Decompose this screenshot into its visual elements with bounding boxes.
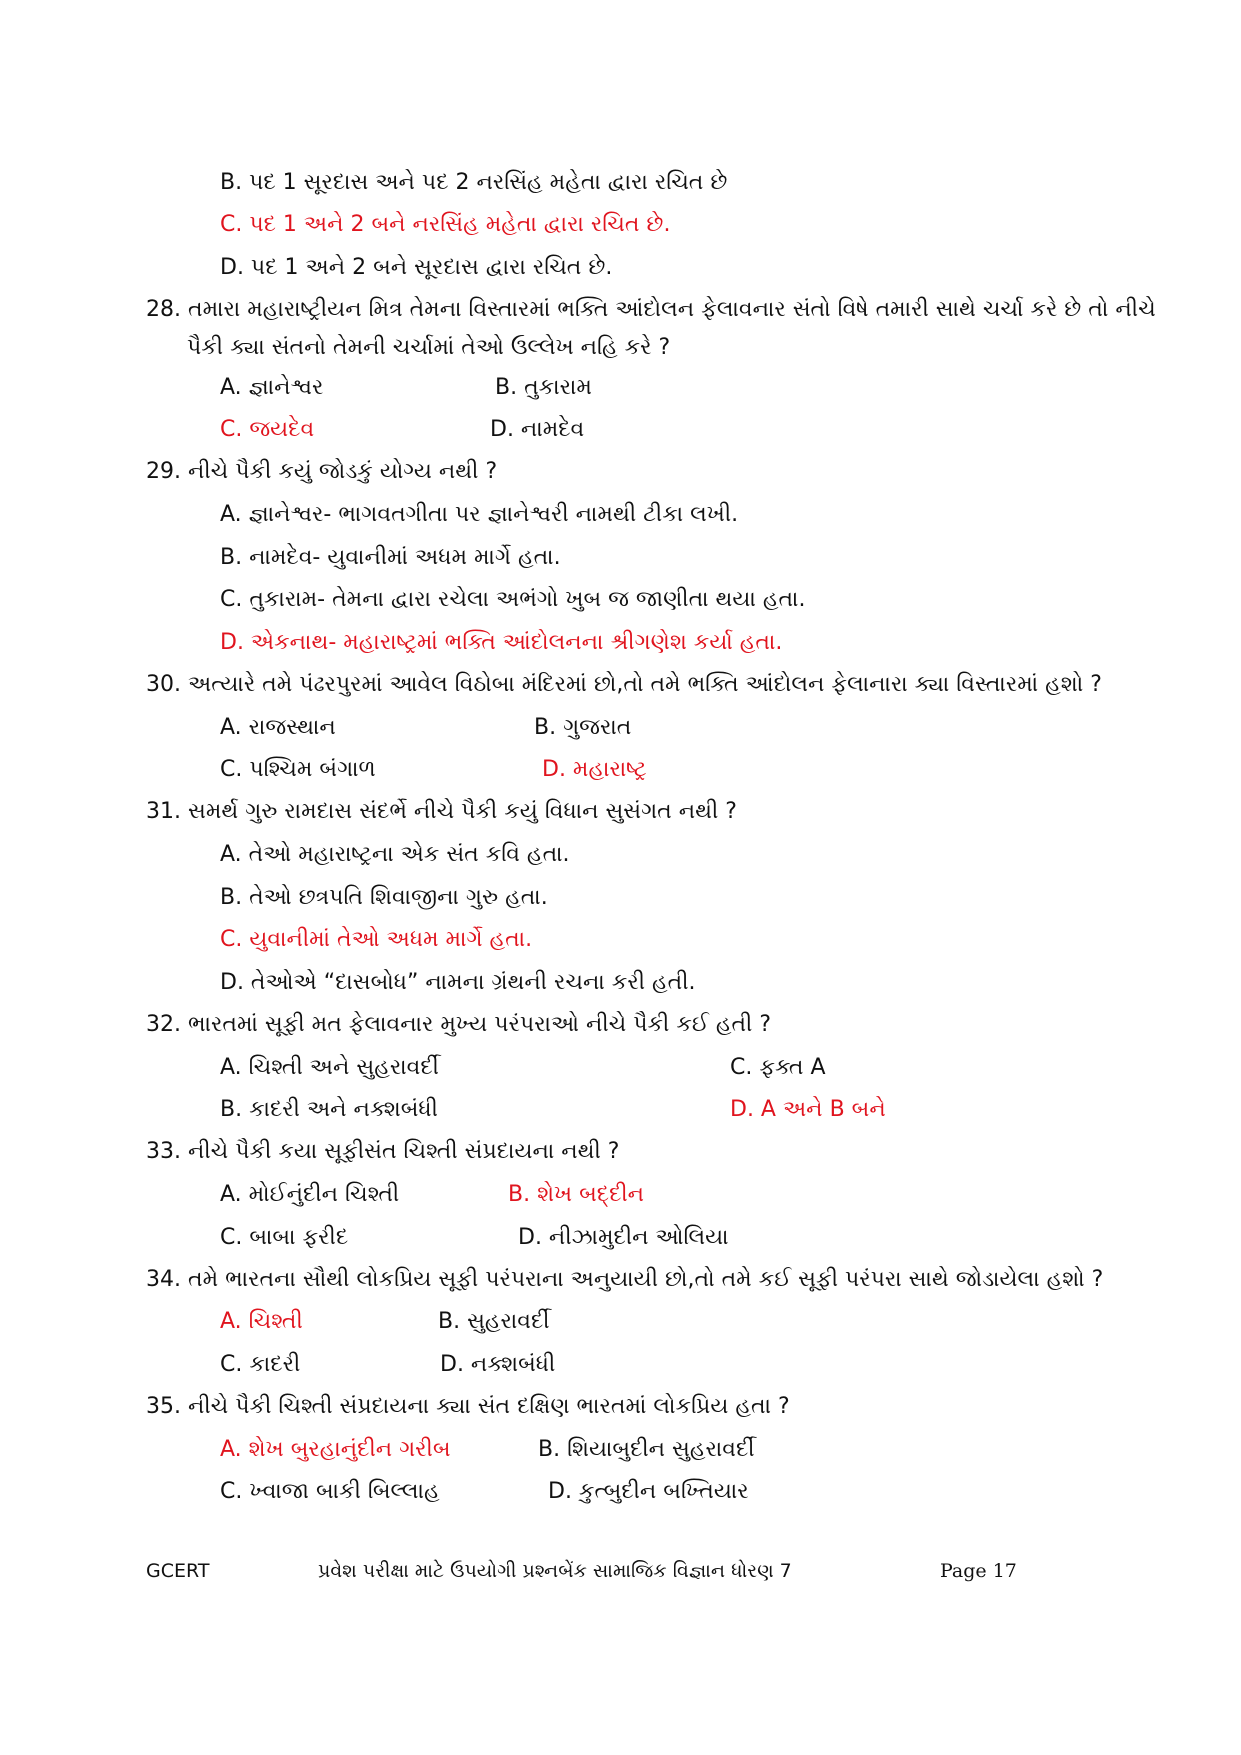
- q30-option-c: C. પશ્ચિમ બંગાળ: [220, 757, 376, 782]
- question-text: તમારા મહારાષ્ટ્રીયન મિત્ર તેમના વિસ્તારમાં ભક્તિ આંદોલન ફેલાવનાર સંતો વિષે તમારી સાથે ચર્ચા કરે છે તો નીચે: [188, 297, 1156, 322]
- question-number: 30.: [146, 672, 181, 697]
- prev-option-d: D. પદ 1 અને 2 બને સૂરદાસ દ્વારા રચિત છે.: [220, 255, 613, 280]
- q33-option-c: C. બાબા ફરીદ: [220, 1225, 349, 1250]
- question-33: [146, 1137, 619, 1167]
- q31-option-b: B. તેઓ છત્રપતિ શિવાજીના ગુરુ હતા.: [220, 885, 548, 910]
- q28-option-b: B. તુકારામ: [495, 375, 592, 400]
- question-number: 28.: [146, 297, 181, 322]
- q34-option-c: C. કાદરી: [220, 1352, 301, 1377]
- question-text: નીચે પૈકી ચિશ્તી સંપ્રદાયના ક્યા સંત દક્ષિણ ભારતમાં લોકપ્રિય હતા ?: [188, 1394, 790, 1419]
- footer-title: પ્રવેશ પરીક્ષા માટે ઉપયોગી પ્રશ્નબેંક સામાજિક વિજ્ઞાન ધોરણ 7: [318, 1560, 792, 1582]
- question-text: ભારતમાં સૂફી મત ફેલાવનાર મુખ્ય પરંપરાઓ નીચે પૈકી કઈ હતી ?: [188, 1012, 772, 1037]
- page-number: Page 17: [940, 1560, 1017, 1582]
- question-text: અત્યારે તમે પંઢરપુરમાં આવેલ વિઠોબા મંદિરમાં છો,તો તમે ભક્તિ આંદોલન ફેલાનારા ક્યા વિસ્તારમાં હશો ?: [188, 672, 1102, 697]
- q30-option-d: D. મહારાષ્ટ્ર: [542, 757, 647, 782]
- question-31: [146, 797, 737, 827]
- q28-option-d: D. નામદેવ: [490, 417, 585, 442]
- question-28-continued: પૈકી ક્યા સંતનો તેમની ચર્ચામાં તેઓ ઉલ્લેખ નહિ કરે ?: [187, 335, 671, 360]
- q34-option-a: A. ચિશ્તી: [220, 1309, 303, 1334]
- q34-option-d: D. નક્શબંધી: [440, 1352, 556, 1377]
- q32-option-b: B. કાદરી અને નક્શબંધી: [220, 1097, 438, 1122]
- q32-option-d: D. A અને B બને: [730, 1097, 886, 1122]
- question-text: નીચે પૈકી કયા સૂફીસંત ચિશ્તી સંપ્રદાયના નથી ?: [188, 1139, 620, 1164]
- q29-option-d: D. એકનાથ- મહારાષ્ટ્રમાં ભક્તિ આંદોલનના શ્રીગણેશ કર્યા હતા.: [220, 630, 783, 655]
- prev-option-c: C. પદ 1 અને 2 બને નરસિંહ મહેતા દ્વારા રચિત છે.: [220, 212, 671, 237]
- q29-option-c: C. તુકારામ- તેમના દ્વારા રચેલા અભંગો ખુબ જ જાણીતા થયા હતા.: [220, 587, 806, 612]
- footer-source: GCERT: [146, 1560, 210, 1582]
- question-28: [146, 295, 1156, 325]
- question-number: 32.: [146, 1012, 181, 1037]
- question-32: [146, 1010, 771, 1040]
- q30-option-b: B. ગુજરાત: [534, 715, 632, 740]
- q35-option-b: B. શિયાબુદીન સુહરાવર્દી: [538, 1437, 755, 1462]
- question-text: નીચે પૈકી કયું જોડકું યોગ્ય નથી ?: [188, 459, 498, 484]
- q28-option-a: A. જ્ઞાનેશ્વર: [220, 375, 324, 400]
- question-number: 31.: [146, 799, 181, 824]
- q31-option-d: D. તેઓએ “દાસબોધ” નામના ગ્રંથની રચના કરી હતી.: [220, 970, 696, 995]
- q34-option-b: B. સુહરાવર્દી: [438, 1309, 550, 1334]
- question-text: સમર્થ ગુરુ રામદાસ સંદર્ભે નીચે પૈકી કયું વિધાન સુસંગત નથી ?: [188, 799, 737, 824]
- question-30: [146, 670, 1102, 700]
- prev-option-b: B. પદ 1 સૂરદાસ અને પદ 2 નરસિંહ મહેતા દ્વારા રચિત છે: [220, 170, 728, 195]
- q30-option-a: A. રાજસ્થાન: [220, 715, 336, 740]
- q33-option-d: D. નીઝામુદીન ઓલિયા: [518, 1225, 729, 1250]
- q35-option-a: A. શેખ બુરહાનુંદીન ગરીબ: [220, 1437, 451, 1462]
- q32-option-a: A. ચિશ્તી અને સુહરાવર્દી: [220, 1055, 439, 1080]
- q32-option-c: C. ફક્ત A: [730, 1055, 826, 1080]
- q35-option-c: C. ખ્વાજા બાકી બિલ્લાહ: [220, 1479, 440, 1504]
- q35-option-d: D. કુત્બુદીન બખ્તિયાર: [548, 1479, 749, 1504]
- q31-option-a: A. તેઓ મહારાષ્ટ્રના એક સંત કવિ હતા.: [220, 842, 570, 867]
- question-35: [146, 1392, 790, 1422]
- question-number: 33.: [146, 1139, 181, 1164]
- question-34: [146, 1265, 1103, 1295]
- q29-option-a: A. જ્ઞાનેશ્વર- ભાગવતગીતા પર જ્ઞાનેશ્વરી નામથી ટીકા લખી.: [220, 502, 739, 527]
- question-number: 35.: [146, 1394, 181, 1419]
- q28-option-c: C. જયદેવ: [220, 417, 315, 442]
- q29-option-b: B. નામદેવ- યુવાનીમાં અધમ માર્ગે હતા.: [220, 545, 561, 570]
- q33-option-a: A. મોઈનુંદીન ચિશ્તી: [220, 1182, 400, 1207]
- question-number: 34.: [146, 1267, 181, 1292]
- question-29: [146, 457, 497, 487]
- q33-option-b: B. શેખ બદ્દીન: [508, 1182, 645, 1207]
- question-text: તમે ભારતના સૌથી લોકપ્રિય સૂફી પરંપરાના અનુયાયી છો,તો તમે કઈ સૂફી પરંપરા સાથે જોડાયેલા હશો ?: [188, 1267, 1104, 1292]
- question-number: 29.: [146, 459, 181, 484]
- q31-option-c: C. યુવાનીમાં તેઓ અધમ માર્ગે હતા.: [220, 927, 533, 952]
